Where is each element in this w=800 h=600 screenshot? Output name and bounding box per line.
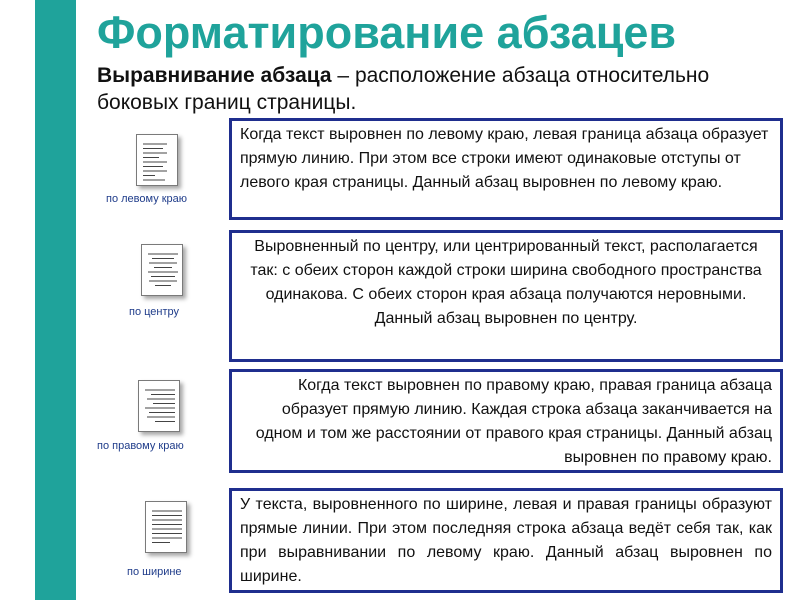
align-right-icon [138, 380, 180, 432]
intro-paragraph [97, 62, 737, 116]
caption-align-justify: по ширине [127, 566, 182, 578]
intro-term: Выравнивание абзаца [97, 64, 332, 87]
sidebar-accent-bar [35, 0, 76, 600]
intro-definition: – расположение абзаца относительно боковых границ страницы. [97, 64, 710, 114]
text-box-align-right: Когда текст выровнен по правому краю, правая граница абзаца образует прямую линию. Каждая строка абзаца заканчивается на одном и том же расстоянии от правого края страницы. Данный абзац выровнен по правому краю. [229, 369, 783, 473]
align-left-icon [136, 134, 178, 186]
caption-align-center: по центру [129, 306, 180, 318]
caption-align-left: по левому краю [106, 193, 188, 205]
caption-align-right: по правому краю [97, 440, 184, 452]
text-box-align-justify: У текста, выровненного по ширине, левая и правая границы образуют прямые линии. При этом последняя строка абзаца ведёт себя так, как при выравнивании по левому краю. Данный абзац выровнен по ширине. [229, 488, 783, 593]
text-box-align-center: Выровненный по центру, или центрированный текст, располагается так: с обеих сторон каждой строки ширина свободного пространства одинакова. С обеих сторон края абзаца получаются неровными. Данный абзац выровнен по центру. [229, 230, 783, 362]
align-justify-icon [145, 501, 187, 553]
align-center-icon [141, 244, 183, 296]
page-title: Форматирование абзацев [97, 7, 677, 58]
text-box-align-left: Когда текст выровнен по левому краю, левая граница абзаца образует прямую линию. При этом все строки имеют одинаковые отступы от левого края страницы. Данный абзац выровнен по левому краю. [229, 118, 783, 220]
